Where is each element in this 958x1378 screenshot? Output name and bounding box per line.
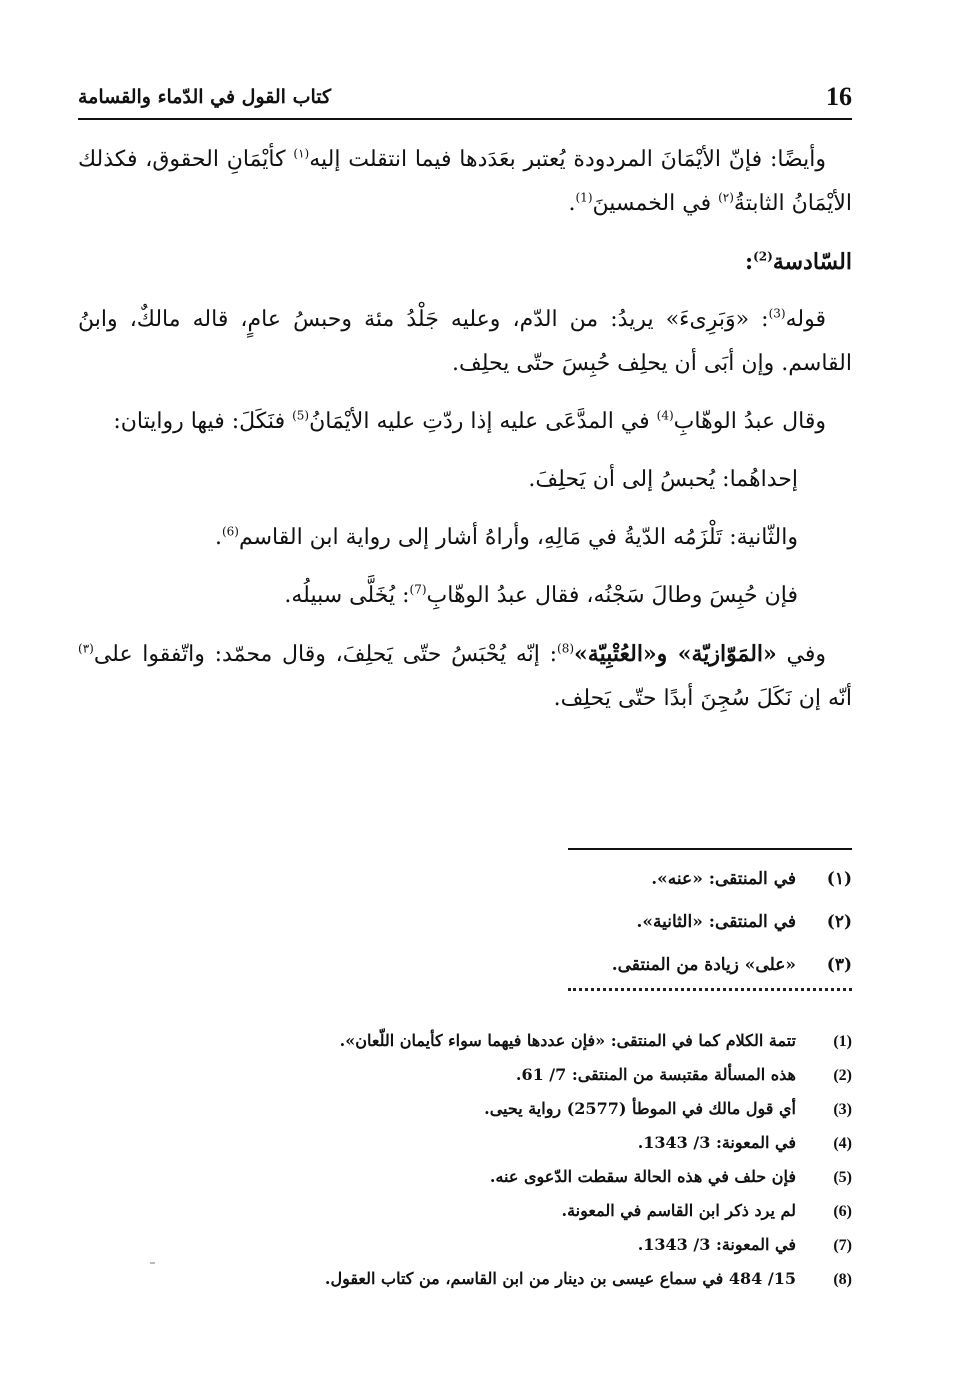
footnote-number: (٢) [826,912,852,932]
footnote-item [78,1160,852,1194]
page-number: 16 [826,82,852,111]
text-run: : [744,249,754,275]
running-title: كتاب القول في الدّماء والقسامة [78,86,332,108]
footnote-ref: (1) [575,190,593,205]
footnote-item [78,1024,852,1058]
page-header [78,80,852,120]
text-run: في الخمسينَ [592,191,719,216]
text-run: في المدَّعَى عليه إذا ردّتِ عليه الأيْمَانُ [309,409,657,434]
footnote-ref: (١) [293,146,310,161]
footnote-item [78,1126,852,1160]
footnote-ref: (6) [221,524,239,539]
footnote-ref: (8) [557,641,575,656]
dotted-separator [568,988,852,991]
text-run: إحداهُما: يُحبسُ إلى أن يَحلِفَ. [528,467,798,492]
paragraph-7 [78,632,852,721]
text-run: قوله [785,307,826,332]
text-run: والثّانية: تَلْزَمُه الدّيةُ في مَالِهِ، وأراهُ أشار إلى رواية ابن القاسم [238,525,798,550]
footnote-item [78,944,852,987]
text-run: : يُخَلَّى سبيلُه. [284,583,410,608]
footnote-number: (1) [833,1033,852,1050]
heading-text: السّادسة [772,249,852,275]
text-run: فإن حُبِسَ وطالَ سَجْنُه، فقال عبدُ الوهّابِ [426,583,798,608]
footnote-item [78,1194,852,1228]
footnote-text: في المعونة: 3/ 1343. [637,1235,796,1254]
footnote-divider [568,848,852,850]
text-run: أنّه إن نَكَلَ سُجِنَ أبدًا حتّى يَحلِف. [553,686,852,711]
footnote-number: (8) [833,1271,852,1288]
footnote-number: (6) [833,1203,852,1220]
scan-artifact [150,1262,155,1264]
footnote-text: تتمة الكلام كما في المنتقى: «فإن عددها فيهما سواء كأيمان اللّعان». [339,1031,796,1050]
text-run: . [214,525,222,550]
text-run: : «وَبَرِىءَ» يريدُ: من الدّم، وعليه جَلْدُ مئة وحبسُ عامٍ، قاله مالكٌ، وابنُ القاسم. وإن أبَى أن يحلِف حُبِسَ حتّى يحلِف. [78,307,852,376]
footnote-text: هذه المسألة مقتبسة من المنتقى: 7/ 61. [515,1065,796,1084]
footnote-item [78,858,852,901]
footnote-text: في المعونة: 3/ 1343. [637,1133,796,1152]
book-title-ref: «المَوّازيّة» و«العُتْبِيّة» [574,641,777,667]
footnote-text: أي قول مالك في الموطأ (2577) رواية يحيى. [484,1099,796,1118]
footnote-text: في المنتقى: «عنه». [651,869,796,889]
footnote-ref: (٢) [718,190,734,205]
paragraph-4 [78,458,852,502]
paragraph-5 [78,516,852,560]
text-run: كأيْمَانِ الحقوق، فكذلك الأيْمَانُ الثابتةُ [78,147,852,216]
footnote-text: لم يرد ذكر ابن القاسم في المعونة. [561,1201,796,1220]
text-run: . [568,191,576,216]
text-run: وقال عبدُ الوهّابِ [673,409,826,434]
footnote-item [78,1058,852,1092]
footnote-text: «على» زيادة من المنتقى. [611,955,796,975]
section-heading [78,240,852,284]
footnote-text: 15/ 484 في سماع عيسى بن دينار من ابن القاسم، من كتاب العقول. [324,1269,796,1288]
footnote-number: (7) [833,1237,852,1254]
footnote-number: (2) [833,1067,852,1084]
footnote-number: (١) [826,869,852,889]
footnote-ref: (2) [753,249,773,264]
footnote-item [78,1228,852,1262]
editor-footnotes [78,858,852,987]
footnote-item [78,1092,852,1126]
main-text [78,138,852,735]
footnote-item [78,901,852,944]
commentary-footnotes [78,1024,852,1296]
paragraph-3 [78,400,852,444]
text-run: وأيضًا: فإنّ الأيْمَانَ المردودة يُعتبر بعَدَدها فيما انتقلت إليه [309,147,826,172]
text-run: : إنّه يُحْبَسُ حتّى يَحلِفَ، وقال محمّد: واتّفقوا على [93,642,558,667]
footnote-number: (5) [833,1169,852,1186]
footnote-number: (٣) [826,955,852,975]
footnote-ref: (5) [292,408,310,423]
footnote-text: فإن حلف في هذه الحالة سقطت الدّعوى عنه. [489,1167,796,1186]
footnote-text: في المنتقى: «الثانية». [636,912,796,932]
text-run: وفي [776,642,826,667]
paragraph-6 [78,574,852,618]
footnote-ref: (4) [656,408,674,423]
footnote-number: (3) [833,1101,852,1118]
paragraph-2 [78,298,852,386]
footnote-ref: (٣) [78,641,94,656]
footnote-ref: (3) [768,306,786,321]
text-run: فنَكَلَ: فيها روايتان: [113,409,293,434]
footnote-item [78,1262,852,1296]
footnote-number: (4) [833,1135,852,1152]
footnote-ref: (7) [409,582,427,597]
paragraph-1 [78,138,852,226]
